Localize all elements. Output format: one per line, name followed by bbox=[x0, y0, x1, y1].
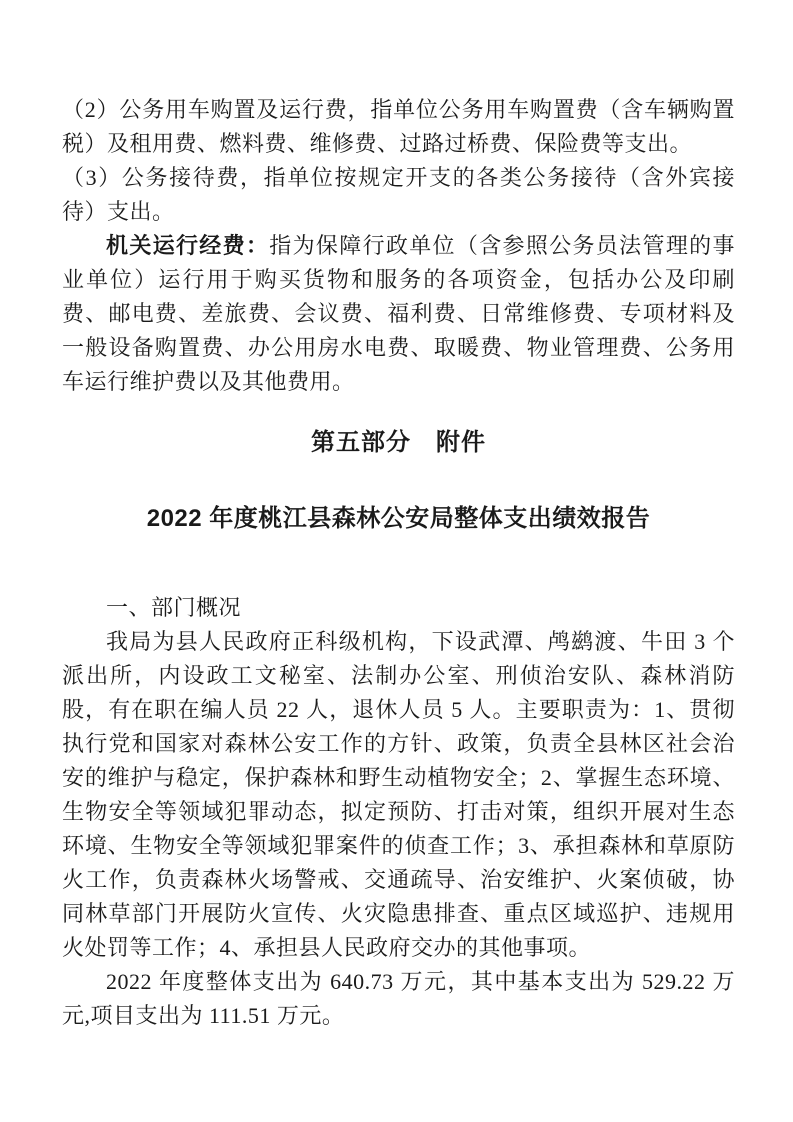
subsection-heading: 一、部门概况 bbox=[106, 595, 242, 620]
paragraph-vehicle-purchase-expense: （2）公务用车购置及运行费，指单位公务用车购置费（含车辆购置税）及租用费、燃料费、维修费、过路过桥费、保险费等支出。 bbox=[62, 97, 735, 156]
paragraph-agency-operating-expense bbox=[62, 229, 735, 399]
section-heading: 第五部分 附件 bbox=[311, 429, 486, 456]
paragraph-expenditure-summary: 2022 年度整体支出为 640.73 万元，其中基本支出为 529.22 万元,项目支出为 111.51 万元。 bbox=[62, 969, 735, 1028]
paragraph-department-overview: 我局为县人民政府正科级机构，下设武潭、鸬鹚渡、牛田 3 个派出所，内设政工文秘室、法制办公室、刑侦治安队、森林消防股，有在职在编人员 22 人，退休人员 5 人。主要职责为：1、贯彻执行党和国家对森林公安工作的方针、政策，负责全县林区社会治安的维护与稳定，保护森林和野生动植物安全；2、掌握生态环境、生物安全等领域犯罪动态，拟定预防、打击对策，组织开展对生态环境、生物安全等领域犯罪案件的侦查工作；3、承担森林和草原防火工作，负责森林火场警戒、交通疏导、治安维护、火案侦破，协同林草部门开展防火宣传、火灾隐患排查、重点区域巡护、违规用火处罚等工作；4、承担县人民政府交办的其他事项。 bbox=[62, 629, 735, 960]
report-title: 2022 年度桃江县森林公安局整体支出绩效报告 bbox=[146, 505, 651, 532]
paragraph-official-reception-expense: （3）公务接待费，指单位按规定开支的各类公务接待（含外宾接待）支出。 bbox=[62, 165, 735, 224]
agency-operating-expense-text: 指为保障行政单位（含参照公务员法管理的事业单位）运行用于购买货物和服务的各项资金，包括办公及印刷费、邮电费、差旅费、会议费、福利费、日常维修费、专项材料及一般设备购置费、办公用房水电费、取暖费、物业管理费、公务用车运行维护费以及其他费用。 bbox=[62, 233, 735, 394]
agency-operating-expense-label: 机关运行经费： bbox=[106, 233, 270, 258]
